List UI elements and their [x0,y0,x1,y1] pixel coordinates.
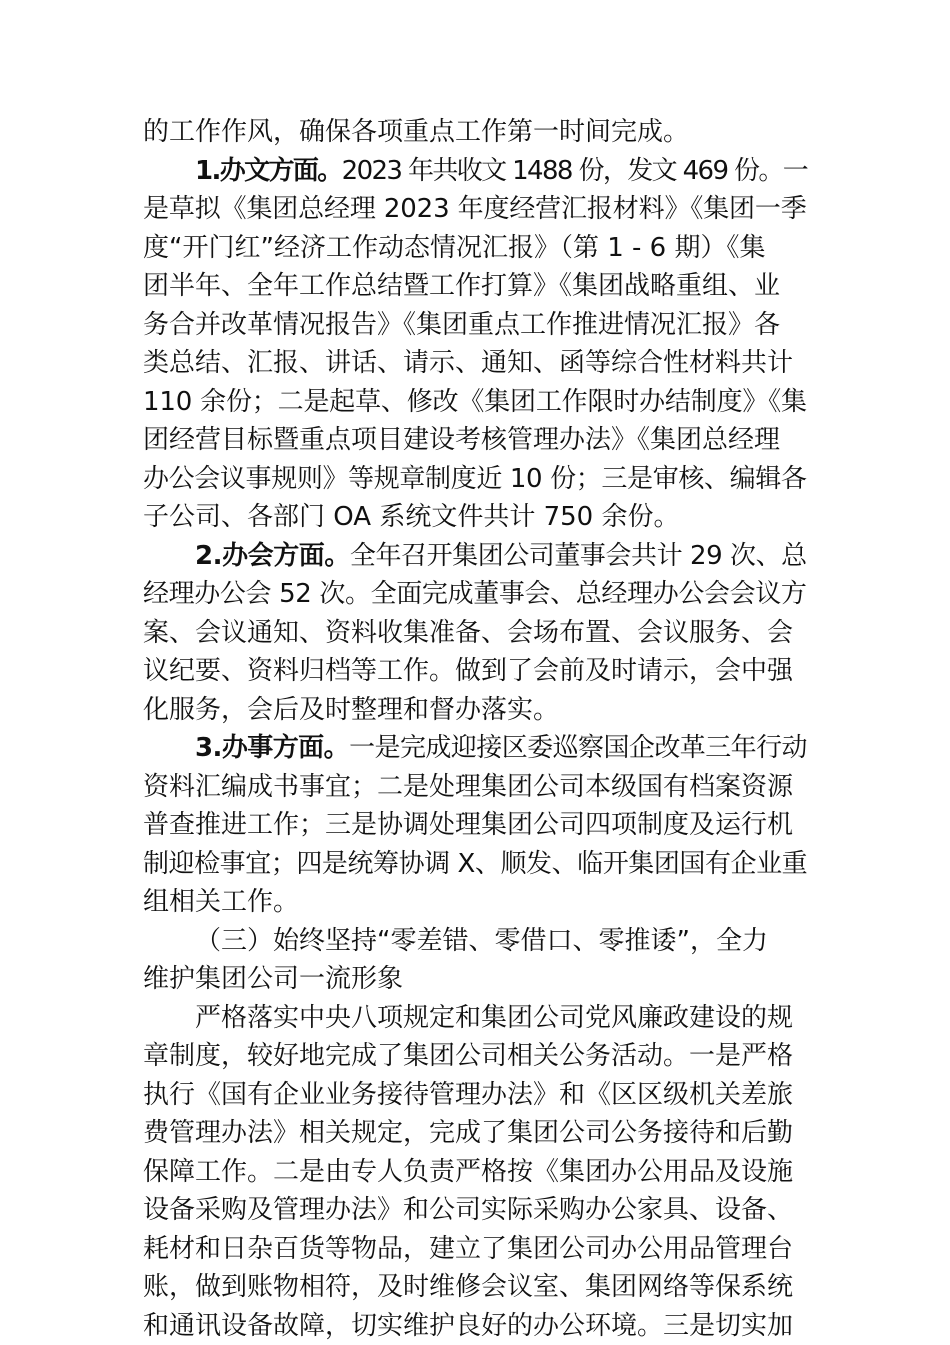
section-heading-banhui: 2.办会方面。 [195,541,350,571]
paragraph-line: 务合并改革情况报告》《集团重点工作推进情况汇报》各 [143,306,807,345]
section-title: （三）始终坚持“零差错、零借口、零推诿”，全力 [143,922,807,961]
section-title-continued: 维护集团公司一流形象 [143,960,807,999]
paragraph-line: 资料汇编成书事宜；二是处理集团公司本级国有档案资源 [143,768,807,807]
paragraph-line [143,152,807,191]
paragraph-line: 普查推进工作；三是协调处理集团公司四项制度及运行机 [143,806,807,845]
paragraph-line: 制迎检事宜；四是统筹协调 X、顺发、临开集团国有企业重 [143,845,807,884]
paragraph-line: 办公会议事规则》等规章制度近 10 份；三是审核、编辑各 [143,460,807,499]
paragraph-text: 2023 年共收文 1488 份，发文 469 份。一 [342,156,808,186]
paragraph-line: 执行《国有企业业务接待管理办法》和《区区级机关差旅 [143,1076,807,1115]
paragraph-line: 和通讯设备故障，切实维护良好的办公环境。三是切实加 [143,1307,807,1345]
paragraph-line: 议纪要、资料归档等工作。做到了会前及时请示，会中强 [143,652,807,691]
paragraph-line: 耗材和日杂百货等物品，建立了集团公司办公用品管理台 [143,1230,807,1269]
paragraph-line: 110 余份；二是起草、修改《集团工作限时办结制度》《集 [143,383,807,422]
paragraph-line: 的工作作风，确保各项重点工作第一时间完成。 [143,113,807,152]
document-body [143,113,807,1345]
paragraph-text: 全年召开集团公司董事会共计 29 次、总 [350,541,807,571]
paragraph-line: 严格落实中央八项规定和集团公司党风廉政建设的规 [143,999,807,1038]
paragraph-line: 度“开门红”经济工作动态情况汇报》（第 1 - 6 期）《集 [143,229,807,268]
paragraph-text: 一是完成迎接区委巡察国企改革三年行动 [349,733,807,763]
paragraph-line: 子公司、各部门 OA 系统文件共计 750 余份。 [143,498,807,537]
paragraph-line: 团半年、全年工作总结暨工作打算》《集团战略重组、业 [143,267,807,306]
paragraph-line: 团经营目标暨重点项目建设考核管理办法》《集团总经理 [143,421,807,460]
section-heading-banshi: 3.办事方面。 [195,733,349,763]
paragraph-line: 是草拟《集团总经理 2023 年度经营汇报材料》《集团一季 [143,190,807,229]
paragraph-line: 经理办公会 52 次。全面完成董事会、总经理办公会会议方 [143,575,807,614]
paragraph-line [143,537,807,576]
paragraph-line: 保障工作。二是由专人负责严格按《集团办公用品及设施 [143,1153,807,1192]
paragraph-line: 类总结、汇报、讲话、请示、通知、函等综合性材料共计 [143,344,807,383]
paragraph-line: 费管理办法》相关规定，完成了集团公司公务接待和后勤 [143,1114,807,1153]
paragraph-line: 案、会议通知、资料收集准备、会场布置、会议服务、会 [143,614,807,653]
section-heading-banwen: 1.办文方面。 [195,156,342,186]
paragraph-line: 设备采购及管理办法》和公司实际采购办公家具、设备、 [143,1191,807,1230]
paragraph-line: 组相关工作。 [143,883,807,922]
paragraph-line: 账，做到账物相符，及时维修会议室、集团网络等保系统 [143,1268,807,1307]
paragraph-line: 化服务，会后及时整理和督办落实。 [143,691,807,730]
paragraph-line: 章制度，较好地完成了集团公司相关公务活动。一是严格 [143,1037,807,1076]
paragraph-line [143,729,807,768]
